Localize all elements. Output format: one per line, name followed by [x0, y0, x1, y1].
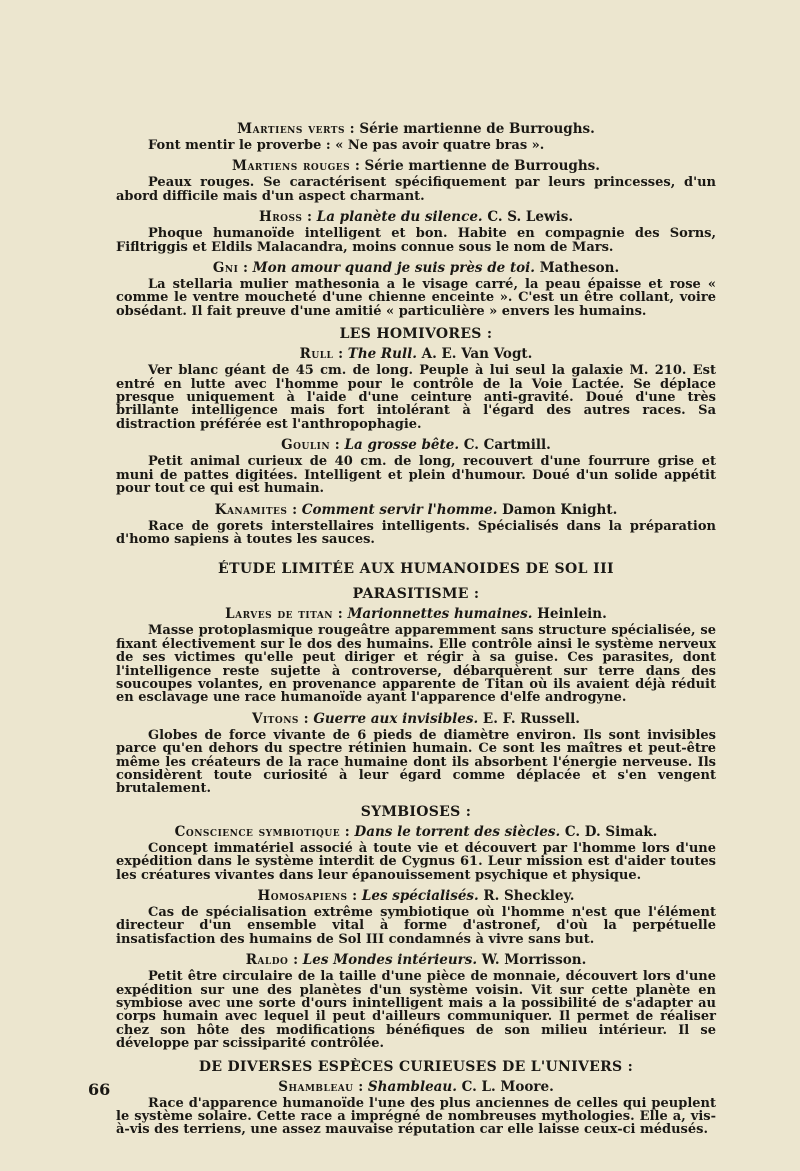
species-name: Vitons [251, 710, 299, 727]
section-heading: LES HOMIVORES : [339, 326, 493, 343]
separator: : [288, 952, 303, 969]
species-description: Ver blanc géant de 45 cm. de long. Peuple à lui seul la galaxie M. 210. Est entré en lutte avec l'homme pour le contrôle de la Voie Lactée. Se déplace presque uniquement à l'aide d'une ceinture anti-gravité. Doué d'une très brillante intelligence mais fort intolérant à l'égard des autres races. Sa distraction préférée est l'anthropophagie. [116, 363, 716, 432]
section-heading: DE DIVERSES ESPÈCES CURIEUSES DE L'UNIVERS : [198, 1058, 634, 1075]
species-description: Petit être circulaire de la taille d'une pièce de monnaie, découvert lors d'une expédition sur une des planètes d'un système voisin. Vit sur cette planète en symbiose avec une sorte d'ours inintelligent mais a la possibilité de s'adapter au corps humain avec lequel il peut d'ailleurs communiquer. Il permet de réaliser chez son hôte des modifications bénéfiques de son milieu intérieur. Il se développe par scissiparité contrôlée. [116, 969, 716, 1052]
species-name: Hross [258, 209, 303, 226]
species-name: Martiens verts [237, 121, 345, 137]
work-author: A. E. Van Vogt. [416, 346, 533, 363]
work-title: La planète du silence. [316, 209, 483, 226]
separator: : [347, 888, 362, 904]
entry-heading [116, 606, 716, 623]
work-author: Damon Knight. [497, 501, 618, 518]
species-description: La stellaria mulier mathesonia a le visage carré, la peau épaisse et rose « comme le ventre moucheté d'une chienne enceinte ». C'est un être collant, voire obsédant. Il fait preuve d'une amitié « particulière » envers les humains. [116, 277, 716, 319]
species-name: Shambleau [278, 1078, 354, 1095]
separator: : [333, 346, 348, 363]
work-title: The Rull. [347, 346, 417, 363]
work-author: C. S. Lewis. [482, 209, 574, 226]
species-description: Masse protoplasmique rougeâtre apparemment sans structure spécialisée, se fixant électivement sur le dos des humains. Elle contrôle ainsi le système nerveux de ses victimes qu'elle peut diriger et régir à sa guise. Ces parasites, dont l'intelligence reste sujette à controverse, débarquèrent sur terre dans des soucoupes volantes, en provenance apparente de Titan où ils avaient déjà réduit en esclavage une race humanoïde ayant l'apparence d'elfe androgyne. [116, 623, 716, 706]
species-description: Phoque humanoïde intelligent et bon. Habite en compagnie des Sorns, Fifltriggis et Eldils Malacandra, moins connue sous le nom de Mars. [116, 226, 716, 255]
work-author: C. D. Simak. [560, 823, 658, 840]
species-name: Conscience symbiotique [174, 823, 341, 840]
page-number: 66 [88, 1080, 111, 1099]
species-name: Rull [299, 346, 334, 363]
species-description: Race de gorets interstellaires intelligents. Spécialisés dans la préparation d'homo sapiens à toutes les sauces. [116, 518, 716, 547]
species-description: Globes de force vivante de 6 pieds de diamètre environ. Ils sont invisibles parce qu'en dehors du spectre rétinien humain. Ce sont les maîtres et peut-être même les créateurs de la race humaine dont ils absorbent l'énergie nerveuse. Ils considèrent toute curiosité à leur égard comme déplacée et s'en vengent brutalement. [116, 727, 716, 797]
separator: : [353, 1078, 368, 1095]
work-title: Mon amour quand je suis près de toi. [252, 260, 536, 277]
species-description: Petit animal curieux de 40 cm. de long, recouvert d'une fourrure grise et muni de pattes digitées. Intelligent et plein d'humour. Doué d'un solide appétit pour tout ce qui est humain. [116, 454, 716, 497]
page-content [116, 118, 716, 1143]
species-description: Cas de spécialisation extrême symbiotique où l'homme n'est que l'élément directeur d'un ensemble vital à forme d'astronef, d'où la perpétuelle insatisfaction des humains de Sol III condamnés à vivre sans but. [116, 905, 716, 947]
separator: : [344, 121, 360, 137]
entry-heading [116, 952, 716, 969]
work-author: E. F. Russell. [478, 710, 581, 727]
species-name: Homosapiens [257, 888, 348, 904]
species-name: Martiens rouges [232, 158, 351, 175]
work-title: Comment servir l'homme. [301, 501, 498, 518]
entry-heading [116, 711, 716, 728]
work-author: R. Sheckley. [478, 888, 575, 904]
species-name: Gni [212, 260, 239, 277]
entry-heading [116, 437, 716, 454]
separator: : [238, 260, 253, 277]
work-title: La grosse bête. [344, 437, 460, 454]
section-heading: ÉTUDE LIMITÉE AUX HUMANOIDES DE SOL III [218, 561, 614, 578]
work-title: Les spécialisés. [361, 888, 479, 904]
species-description: Race d'apparence humanoïde l'une des plus anciennes de celles qui peuplent le système solaire. Cette race a imprégné de nombreuses mythologies. Elle a, vis-à-vis des terriens, une assez mauvaise réputation car elle laisse ceux-ci médusés. [116, 1095, 716, 1138]
work-author: W. Morrisson. [477, 952, 587, 969]
work-title: Série martienne de Burroughs. [359, 121, 595, 137]
entry-heading [116, 502, 716, 519]
work-title: Guerre aux invisibles. [313, 710, 479, 727]
entry-heading [116, 824, 716, 841]
work-author: Heinlein. [532, 606, 607, 623]
work-title: Série martienne de Burroughs. [364, 158, 600, 175]
separator: : [350, 158, 365, 175]
separator: : [330, 437, 345, 454]
species-description: Concept immatériel associé à toute vie et découvert par l'homme lors d'une expédition dans le système interdit de Cygnus 61. Leur mission est d'aider toutes les créatures vivantes dans leur épanouissement psychique et physique. [116, 840, 716, 883]
species-name: Goulin [281, 437, 331, 454]
entry-heading [116, 121, 716, 138]
entry-heading [116, 260, 716, 277]
entry-heading [116, 1079, 716, 1096]
entry-heading [116, 888, 716, 905]
work-author: C. L. Moore. [456, 1078, 554, 1095]
separator: : [333, 606, 348, 623]
work-title: Dans le torrent des siècles. [354, 823, 561, 840]
section-heading: PARASITISME : [352, 586, 480, 603]
section-heading: SYMBIOSES : [360, 803, 472, 820]
species-name: Larves de titan [225, 606, 334, 623]
work-author: Matheson. [535, 260, 620, 277]
species-name: Raldo [245, 952, 289, 969]
entry-heading [116, 346, 716, 363]
separator: : [302, 209, 317, 226]
work-author: C. Cartmill. [459, 437, 551, 454]
work-title: Marionnettes humaines. [347, 606, 533, 623]
work-title: Shambleau. [367, 1078, 457, 1095]
species-description: Font mentir le proverbe : « Ne pas avoir quatre bras ». [148, 138, 545, 153]
entry-heading [116, 209, 716, 226]
entry-heading [116, 158, 716, 175]
separator: : [340, 823, 355, 840]
species-description: Peaux rouges. Se caractérisent spécifiquement par leurs princesses, d'un abord difficile mais d'un aspect charmant. [116, 175, 716, 204]
species-name: Kanamites [214, 501, 288, 518]
separator: : [287, 501, 302, 518]
separator: : [298, 710, 314, 727]
work-title: Les Mondes intérieurs. [302, 952, 478, 969]
